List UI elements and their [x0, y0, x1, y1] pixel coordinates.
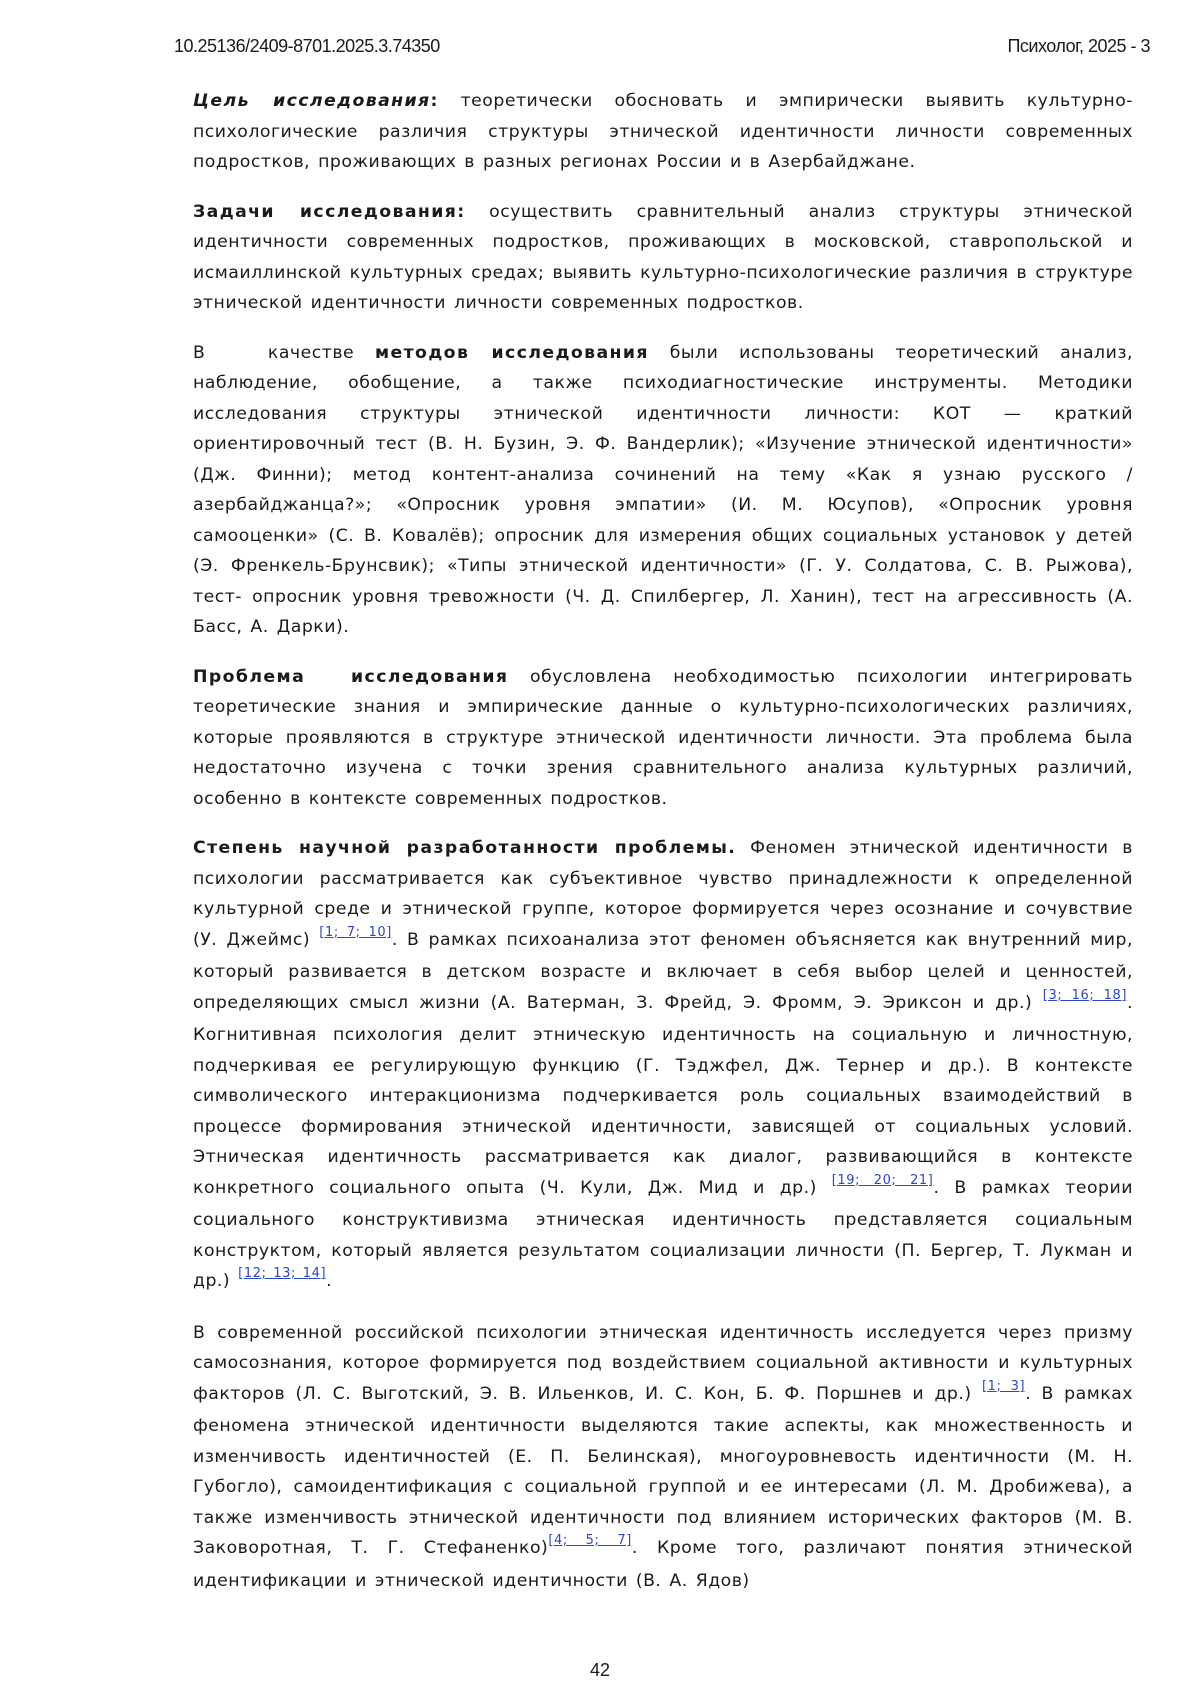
paragraph-text: Феномен этнической идентичности в психологии рассматривается как субъективное чувство принадлежности к определенной культурной среде и этнической группе, которое формируется через осознание и сочувствие (У. Джеймс)	[193, 838, 1133, 950]
citation-link[interactable]: [3; 16; 18]	[1042, 987, 1127, 1003]
paragraph-prefix: В качестве	[193, 342, 375, 363]
paragraph-text: осуществить сравнительный анализ структуры этнической идентичности современных подростков, проживающих в московской, ставропольской и исмаиллинской культурных средах; выявить культурно-психологические различия в структуре этнической идентичности личности современных подростков.	[193, 201, 1133, 313]
paragraph-text: теоретически обосновать и эмпирически выявить культурно-психологические различия структуры этнической идентичности личности современных подростков, проживающих в разных регионах России и в Азербайджане.	[193, 91, 1133, 172]
paragraph-text: . В рамках теории социального конструктивизма этническая идентичность представляется социальным конструктом, который является результатом социализации личности (П. Бергер, Т. Лукман и др.)	[193, 1177, 1133, 1291]
paragraph-russian-psychology	[193, 1318, 1133, 1597]
paragraph-text: В современной российской психологии этническая идентичность исследуется через призму самосознания, которое формируется под воздействием социальной активности и культурных факторов (Л. С. Выготский, Э. В. Ильенков, И. С. Кон, Б. Ф. Поршнев и др.)	[193, 1322, 1133, 1404]
paragraph-text: . В рамках психоанализа этот феномен объясняется как внутренний мир, который развивается в детском возрасте и включает в себя выбор целей и ценностей, определяющих смысл жизни (А. Ватерман, З. Фрейд, Э. Фромм, Э. Эриксон и др.)	[193, 929, 1134, 1013]
paragraph-text: .	[326, 1271, 333, 1291]
paragraph-state-of-research	[193, 833, 1133, 1299]
paragraph-tasks	[193, 197, 1133, 319]
paragraph-text: . В рамках феномена этнической идентичности выделяются такие аспекты, как множественность и изменчивость идентичностей (Е. П. Белинская), многоуровневость идентичности (М. Н. Губогло), самоидентификация с социальной группой и ее интересами (Л. М. Дробижева), а также изменчивость этнической идентичности под влиянием исторических факторов (М. В. Заковоротная, Т. Г. Стефаненко)	[193, 1383, 1133, 1558]
paragraph-methods	[193, 338, 1133, 643]
paragraph-lead: Степень научной разработанности проблемы.	[193, 838, 737, 858]
paragraph-lead: Задачи исследования:	[193, 201, 466, 222]
paragraph-text: были использованы теоретический анализ, наблюдение, обобщение, а также психодиагностические инструменты. Методики исследования структуры этнической идентичности личности: КОТ — краткий ориентировочный тест (В. Н. Бузин, Э. Ф. Вандерлик); «Изучение этнической идентичности» (Дж. Финни); метод контент-анализа сочинений на тему «Как я узнаю русского / азербайджанца?»; «Опросник уровня эмпатии» (И. М. Юсупов), «Опросник уровня самооценки» (С. В. Ковалёв); опросник для измерения общих социальных установок у детей (Э. Френкель-Брунсвик); «Типы этнической идентичности» (Г. У. Солдатова, С. В. Рыжова), тест- опросник уровня тревожности (Ч. Д. Спилбергер, Л. Ханин), тест на агрессивность (А. Басс, А. Дарки).	[193, 342, 1134, 637]
paragraph-text: обусловлена необходимостью психологии интегрировать теоретические знания и эмпирические данные о культурно-психологических различиях, которые проявляются в структуре этнической идентичности личности. Эта проблема была недостаточно изучена с точки зрения сравнительного анализа культурных различий, особенно в контексте современных подростков.	[193, 666, 1133, 809]
journal-issue-label: Психолог, 2025 - 3	[1007, 36, 1150, 56]
citation-link[interactable]: [1; 3]	[981, 1378, 1026, 1394]
paragraph-lead: методов исследования	[374, 342, 649, 363]
citation-link[interactable]: [1; 7; 10]	[319, 924, 392, 940]
paragraph-text: . Когнитивная психология делит этническую идентичность на социальную и личностную, подчеркивая ее регулирующую функцию (Г. Тэджфел, Дж. Тернер и др.). В контексте символического интеракционизма подчеркивается роль социальных взаимодействий в процессе формирования этнической идентичности, зависящей от социальных условий. Этническая идентичность рассматривается как диалог, развивающийся в контексте конкретного социального опыта (Ч. Кули, Дж. Мид и др.)	[193, 992, 1133, 1198]
paragraph-goal	[193, 86, 1133, 178]
paragraph-problem	[193, 662, 1133, 815]
running-header	[174, 36, 1150, 60]
citation-link[interactable]: [12; 13; 14]	[238, 1266, 327, 1281]
article-body	[193, 86, 1133, 1615]
citation-link[interactable]: [4; 5; 7]	[548, 1533, 632, 1548]
citation-link[interactable]: [19; 20; 21]	[831, 1172, 934, 1188]
paragraph-lead: Цель исследования	[193, 91, 431, 111]
page-number: 42	[589, 1660, 611, 1680]
doi-label: 10.25136/2409-8701.2025.3.74350	[174, 36, 440, 56]
paragraph-lead-colon: :	[430, 91, 439, 111]
paragraph-lead: Проблема исследования	[193, 666, 509, 687]
paragraph-text: . Кроме того, различают понятия этнической идентификации и этнической идентичности (В. А. Ядов)	[193, 1538, 1134, 1591]
